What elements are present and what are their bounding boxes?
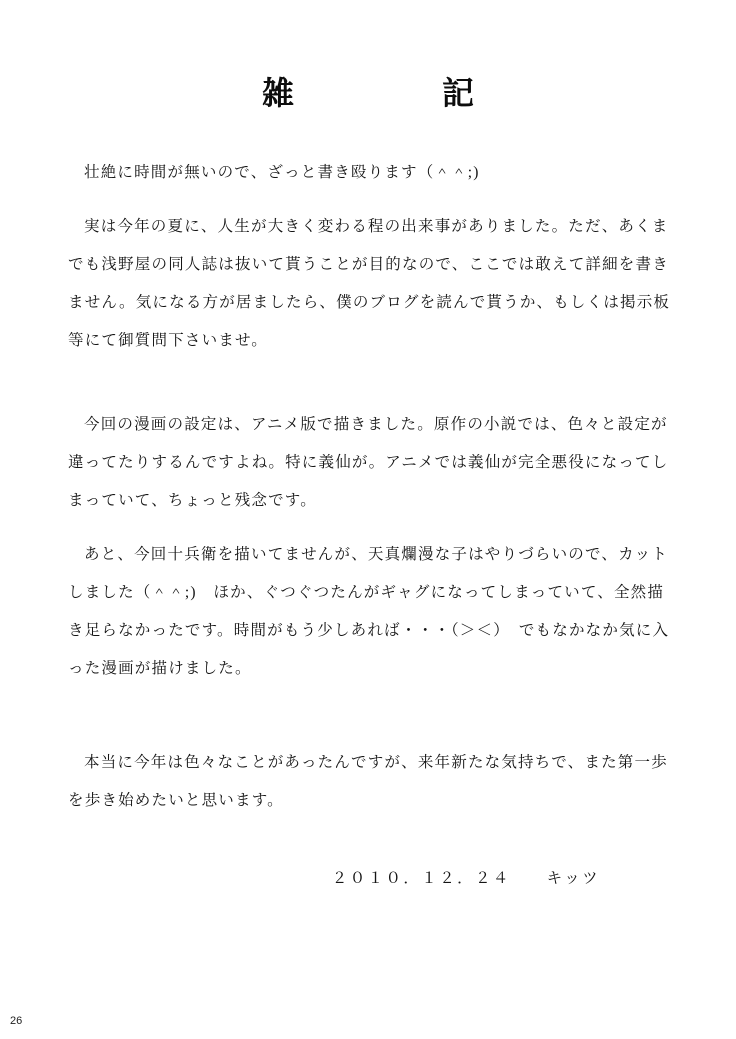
paragraph-2: 実は今年の夏に、人生が大きく変わる程の出来事がありました。ただ、あくまでも浅野屋の同人誌は抜いて貰うことが目的なので、ここでは敢えて詳細を書きません。気になる方が居ましたら、僕のブログを読んで貰うか、もしくは掲示板等にて御質問下さいませ。 [68, 217, 671, 349]
paragraph-1: 壮絶に時間が無いので、ざっと書き殴ります（＾＾;) [84, 164, 480, 181]
body-text-area [0, 154, 736, 888]
paragraph-4: あと、今回十兵衛を描いてませんが、天真爛漫な子はやりづらいので、カットしました（＾＾;) ほか、ぐつぐつたんがギャグになってしまっていて、全然描き足らなかったです。時間がもう少しあれば・・・（＞＜） でもなかなか気に入った漫画が描けました。 [68, 545, 670, 677]
page-title: 雑 記 [261, 75, 502, 111]
paragraph-spacer [68, 192, 678, 208]
signature-line: ２０１０．１２．２４ キッツ [331, 869, 600, 887]
paragraph-5: 本当に今年は色々なことがあったんですが、来年新たな気持ちで、また第一歩を歩き始めたいと思います。 [68, 753, 668, 809]
paragraph-3: 今回の漫画の設定は、アニメ版で描きました。原作の小説では、色々と設定が違ってたりするんですよね。特に義仙が。アニメでは義仙が完全悪役になってしまっていて、ちょっと残念です。 [68, 415, 669, 509]
section-spacer-1 [68, 360, 678, 406]
section-spacer-2 [68, 688, 678, 744]
page-number: 26 [10, 1015, 23, 1027]
paragraph-spacer-2 [68, 520, 678, 536]
